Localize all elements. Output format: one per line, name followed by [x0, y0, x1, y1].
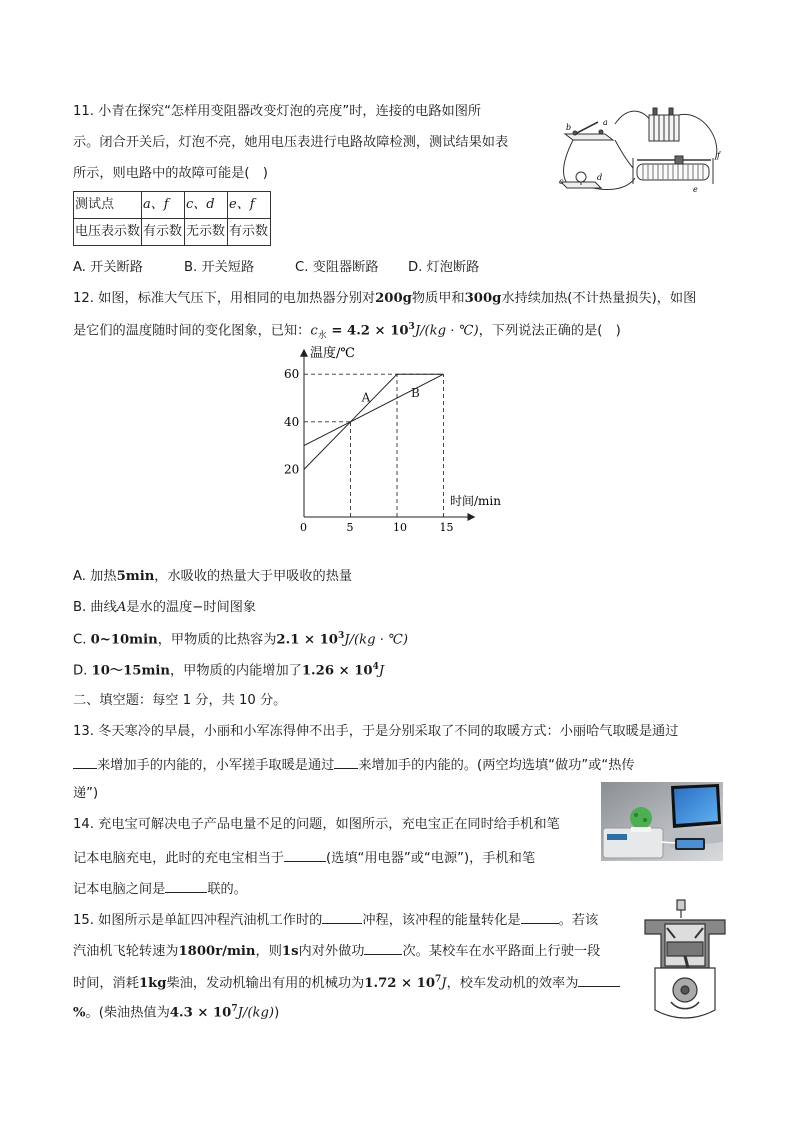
text: (选填“用电器”或“电源”)，手机和笔	[326, 851, 536, 866]
q15-line4	[73, 1004, 279, 1021]
table-cell: 电压表示数	[74, 219, 142, 246]
text: 。(柴油热值为	[85, 1005, 170, 1021]
answer-blank[interactable]	[364, 941, 402, 955]
text: 汽油机飞轮转速为	[73, 944, 179, 959]
math: 1s	[281, 944, 299, 959]
text: 。若该	[558, 913, 599, 928]
table-cell: c、d	[185, 192, 228, 219]
math: = 4.2 × 10	[326, 323, 409, 339]
text: 次。某校车在水平路面上行驶一段	[402, 944, 601, 959]
text: 柴油，发动机输出有用的机械功为	[166, 976, 365, 991]
text: 来增加手的内能的，小军搓手取暖是通过	[97, 758, 335, 773]
circuit-label-d: d	[597, 173, 603, 182]
answer-blank[interactable]	[322, 910, 362, 924]
math: %	[73, 1005, 86, 1021]
q12-option-c	[73, 631, 408, 648]
table-cell: 有示数	[142, 219, 185, 246]
math-sub: 水	[317, 331, 327, 342]
text: 记本电脑之间是	[73, 882, 166, 897]
x-tick-label: 15	[439, 521, 454, 534]
math: J/(kg)	[237, 1005, 275, 1021]
q15-line2	[73, 941, 600, 960]
x-tick-label: 10	[393, 521, 407, 534]
table-cell: 有示数	[228, 219, 271, 246]
math: J	[378, 663, 385, 679]
table-row	[74, 192, 271, 219]
q14-line3	[73, 879, 247, 898]
math: J	[441, 976, 447, 991]
x-tick-label: 5	[346, 521, 354, 534]
math: 200g	[375, 291, 412, 306]
math: c	[310, 323, 318, 339]
math: 10～15min	[91, 663, 170, 679]
text: 来增加手的内能的。(两空均选填“做功”或“热传	[358, 758, 635, 773]
y-tick-label: 20	[284, 462, 300, 477]
circuit-label-f: f	[717, 151, 720, 160]
text: )	[274, 1005, 280, 1021]
text: B. 曲线	[73, 600, 117, 615]
math: 1800r/min	[178, 944, 256, 959]
text: 12. 如图，标准大气压下，用相同的电加热器分别对	[73, 291, 376, 306]
text: 水持续加热(不计热量损失)，如图	[501, 291, 697, 306]
math: 1.26 × 10	[301, 663, 373, 679]
text: D.	[73, 663, 92, 679]
circuit-label-b: b	[566, 123, 572, 132]
answer-blank[interactable]	[521, 910, 559, 924]
text: ，下列说法正确的是( )	[478, 323, 621, 339]
math: 5min	[116, 569, 155, 584]
table-row	[74, 219, 271, 246]
math-sup: 4	[372, 662, 379, 672]
text: 联的。	[207, 882, 247, 897]
math: 1kg	[138, 976, 167, 991]
circuit-figure	[553, 100, 728, 195]
section-title: 二、填空题：每空 1 分，共 10 分。	[73, 693, 287, 708]
answer-blank[interactable]	[334, 755, 358, 769]
series-label-b: B	[410, 385, 420, 400]
x-tick-label: 0	[300, 521, 307, 534]
y-axis-label: 温度/℃	[310, 346, 355, 362]
circuit-label-e: e	[693, 185, 698, 194]
powerbank-photo	[601, 782, 723, 861]
text: A. 加热	[73, 569, 117, 584]
table-cell: a、f	[142, 192, 185, 219]
q13-line3: 递”)	[73, 786, 99, 801]
table-cell: 无示数	[185, 219, 228, 246]
text: 冲程，该冲程的能量转化是	[362, 913, 521, 928]
circuit-label-a: a	[603, 118, 608, 127]
text: ，甲物质的内能增加了	[170, 663, 302, 679]
q14-line1: 14. 充电宝可解决电子产品电量不足的问题，如图所示，充电宝正在同时给手机和笔	[73, 817, 560, 832]
math: 1.72 × 10	[364, 976, 435, 991]
math-sup: 7	[435, 974, 442, 985]
text: 15. 如图所示是单缸四冲程汽油机工作时的	[73, 913, 323, 928]
q11-line1: 11. 小青在探究“怎样用变阻器改变灯泡的亮度”时，连接的电路如图所	[73, 104, 482, 119]
q11-option-a: A. 开关断路	[73, 260, 143, 275]
series-line-a	[304, 374, 444, 469]
circuit-label-c: c	[559, 177, 564, 186]
q14-line2	[73, 848, 535, 867]
y-tick-label: 60	[284, 367, 300, 382]
answer-blank[interactable]	[578, 973, 620, 987]
text: 内对外做功	[298, 944, 365, 959]
text: 物质甲和	[411, 291, 465, 306]
x-axis-label: 时间/min	[450, 494, 502, 508]
math: J/(kg · ℃)	[344, 632, 408, 648]
text: 时间，消耗	[73, 976, 139, 991]
math: 4.3 × 10	[169, 1005, 232, 1021]
text: ，则	[255, 944, 282, 959]
math-sup: 7	[231, 1004, 238, 1014]
q11-option-c: C. 变阻器断路	[295, 260, 379, 275]
q12-line1	[73, 291, 696, 307]
text: ，甲物质的比热容为	[157, 632, 277, 648]
q11-test-table	[73, 191, 271, 246]
math: J/(kg · ℃)	[414, 323, 479, 339]
text: ，水吸收的热量大于甲吸收的热量	[154, 569, 353, 584]
q13-line1: 13. 冬天寒冷的早晨，小丽和小军冻得伸不出手，于是分别采取了不同的取暖方式：小丽哈气取暖是通过	[73, 724, 679, 739]
answer-blank[interactable]	[165, 879, 207, 893]
math-sup: 3	[408, 322, 415, 332]
text: C.	[73, 632, 91, 648]
q12-option-b	[73, 600, 256, 616]
q11-option-d: D. 灯泡断路	[408, 260, 480, 275]
math: ~10min	[99, 632, 158, 648]
temperature-time-chart	[270, 342, 520, 534]
text: ，校车发动机的效率为	[446, 976, 579, 991]
q11-option-b: B. 开关短路	[184, 260, 255, 275]
q12-option-a	[73, 569, 352, 585]
q15-line1	[73, 910, 598, 929]
answer-blank[interactable]	[73, 755, 97, 769]
text: 记本电脑充电，此时的充电宝相当于	[73, 851, 284, 866]
series-label-a: A	[361, 390, 371, 405]
q13-line2	[73, 755, 635, 774]
series-line-b	[304, 374, 444, 445]
table-cell: e、f	[228, 192, 271, 219]
q11-line3: 所示，则电路中的故障可能是( )	[73, 166, 268, 181]
math: 0	[90, 632, 100, 648]
y-tick-label: 40	[284, 414, 300, 429]
math: 2.1 × 10	[276, 632, 338, 648]
math-sup: 3	[337, 631, 345, 641]
answer-blank[interactable]	[284, 848, 326, 862]
q12-line2	[73, 322, 621, 342]
q15-line3	[73, 973, 620, 992]
math: 300g	[464, 291, 502, 306]
math: A	[116, 600, 127, 615]
text: 是水的温度−时间图象	[126, 600, 257, 615]
table-cell: 测试点	[74, 192, 142, 219]
engine-figure	[641, 898, 729, 1026]
q11-line2: 示。闭合开关后，灯泡不亮，她用电压表进行电路故障检测，测试结果如表	[73, 135, 509, 150]
text: 是它们的温度随时间的变化图象，已知：	[73, 323, 311, 339]
q12-option-d	[73, 662, 384, 679]
